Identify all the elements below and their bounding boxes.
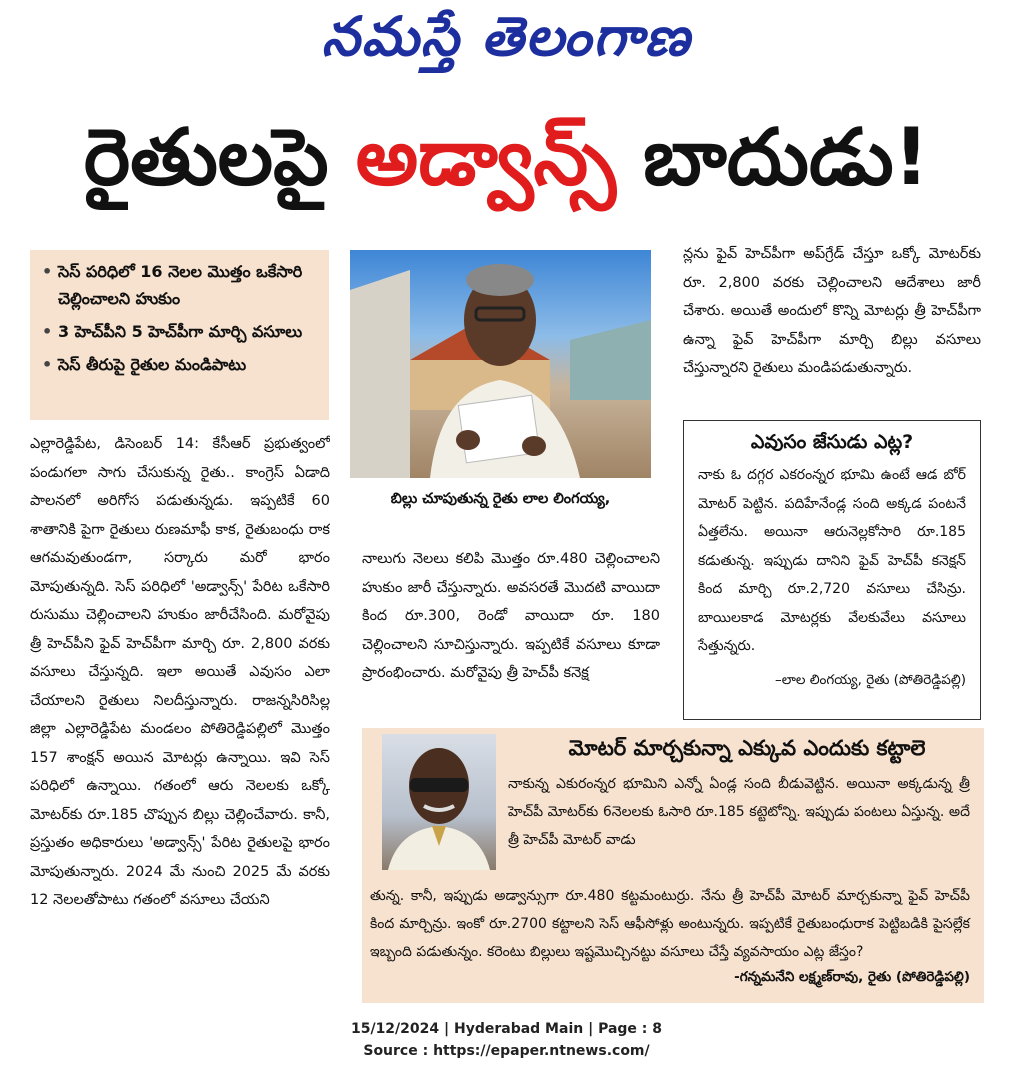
highlight-item: • సెస్ పరిధిలో 16 నెలల మొత్తం ఒకేసారి చెల్లించాలని హుకుం (38, 258, 321, 312)
highlights-box (30, 250, 329, 420)
sidebar-signature: –లాల లింగయ్య, రైతు (పోతిరెడ్డిపల్లి) (774, 671, 966, 688)
farmer-portrait-illustration (382, 734, 496, 870)
headline (0, 104, 1013, 212)
highlight-item: • 3 హెచ్‌పీని 5 హెచ్‌పీగా మార్చి వసూలు (38, 318, 321, 345)
quote-box-text: నాకున్న ఎకురంన్నర భూమిని ఎన్నో ఏండ్ల సంది బీడువెట్టిన. అయినా అక్కడున్న త్రీ హెచ్‌పీ మోటర్‌కు 6నెలలకు ఓసారి రూ.185 కట్టెటోన్ని. ఇప్పుడు పంటలు ఏస్తున్న. అదే త్రీ హెచ్‌పీ మోటర్ వాడు (508, 776, 970, 848)
quote-box-text-continued: తున్న. కానీ, ఇప్పుడు అడ్వాన్సుగా రూ.480 కట్టమంటుర్రు. నేను త్రీ హెచ్‌పీ మోటర్ మార్చకున్నా ఫైవ్ హెచ్‌పీ కింద మార్చిన్రు. ఇంకో రూ.2700 కట్టాలని సెస్ ఆఫీసోళ్లు అంటున్నరు. ఇప్పటికే రైతుబంధురాక పెట్టిబడికి పైసల్లేక ఇబ్బంది పడుతున్నం. కరెంటు బిల్లులు ఇష్టమొచ్చినట్టు వసూలు చేస్తే వ్యవసాయం ఎట్ల జేస్తం? (370, 888, 970, 960)
photo-caption: బిల్లు చూపుతున్న రైతు లాల లింగయ్య, (390, 491, 611, 507)
farmer-portrait (382, 734, 496, 870)
sidebar-text: నాకు ఓ దగ్గర ఎకరంన్నర భూమి ఉంటే ఆడ బోర్ మోటర్ పెట్టిన. పదిహేనేండ్ల సంది అక్కడ పంటనే ఏత్తలేను. అయినా ఆరునెల్లకోసారి రూ.185 కడుతున్న. ఇప్పుడు దానిని ఫైవ్ హెచ్‌పీ కనెక్షన్ కింద మార్చి రూ.2,720 వసూలు చేసిన్రు. బాయిలకాడ మోటర్లకు వేలకువేలు వసూలు సేత్తున్నరు. (698, 467, 966, 654)
headline-part-1: రైతులపై (83, 113, 356, 203)
article-column-left (30, 430, 330, 1005)
quote-box-title: మోటర్ మార్చకున్నా ఎక్కువ ఎందుకు కట్టాలె (568, 736, 926, 760)
article-column-right (683, 240, 981, 412)
headline-part-3: బాదుడు! (616, 113, 930, 203)
highlight-item: • సెస్ తీరుపై రైతుల మండిపాటు (38, 351, 321, 378)
footer-source-link[interactable]: Source : https://epaper.ntnews.com/ (363, 1043, 650, 1059)
footer-edition-info: 15/12/2024 | Hyderabad Main | Page : 8 (350, 1021, 663, 1037)
page-footer (0, 1018, 1013, 1062)
article-text: ఎల్లారెడ్డిపేట, డిసెంబర్ 14: కేసీఆర్ ప్రభుత్వంలో పండుగలా సాగు చేసుకున్న రైతు.. కాంగ్రెస్ ఏడాది పాలనలో అరిగోస పడుతున్నడు. ఇప్పటికే 60 శాతానికి పైగా రైతులు రుణమాఫీ కాక, రైతుబంధు రాక ఆగమవుతుండగా, సర్కారు మరో భారం మోపుతున్నది. సెస్ పరిధిలో 'అడ్వాన్స్' పేరిట ఒకేసారి రుసుము చెల్లించాలని హుకుం జారీచేసింది. మరోవైపు త్రీ హెచ్‌పీని ఫైవ్ హెచ్‌పీగా మార్చి రూ. 2,800 వరకు వసూలు చేస్తున్నది. ఇలా అయితే ఎవుసం ఎలా చేయాలని రైతులు నిలదీస్తున్నారు. రాజన్నసిరిసిల్ల జిల్లా ఎల్లారెడ్డిపేట మండలం పోతిరెడ్డిపల్లిలో మొత్తం 157 శాంక్షన్ అయిన మోటర్లు ఉన్నాయి. ఇవి సెస్ పరిధిలో ఉన్నాయి. గతంలో ఆరు నెలలకు ఒక్కో మోటర్‌కు రూ.185 చొప్పున బిల్లు చెల్లించేవారు. కానీ, ప్రస్తుతం అధికారులు 'అడ్వాన్స్' పేరిట రైతులపై భారం మోపుతున్నారు. 2024 మే నుంచి 2025 మే వరకు 12 నెలలతోపాటు గతంలో వసూలు చేయని (30, 436, 330, 908)
headline-part-2: అడ్వాన్స్ (355, 113, 617, 203)
masthead-logo: నమస్తే తెలంగాణ (321, 4, 692, 68)
article-column-middle (362, 545, 660, 725)
farmer-photo (350, 250, 651, 478)
quote-box (362, 728, 984, 1003)
farmer-quote-sidebar (683, 420, 981, 720)
article-text: నాలుగు నెలలు కలిపి మొత్తం రూ.480 చెల్లించాలని హుకుం జారీ చేస్తున్నారు. అవసరతే మొదటి వాయిదా కింద రూ.300, రెండో వాయిదా రూ. 180 చెల్లించాలని సూచిస్తున్నారు. ఇప్పటికే వసూలు కూడా ప్రారంభించారు. మరోవైపు త్రీ హెచ్‌పీ కనెక్ష (362, 551, 660, 681)
farmer-photo-illustration (350, 250, 651, 478)
sidebar-title: ఎవుసం జేసుడు ఎట్ల? (750, 431, 914, 453)
quote-box-signature: -గన్నమనేని లక్ష్మణ్‌రావు, రైతు (పోతిరెడ్డిపల్లి) (734, 969, 970, 985)
article-text: న్లను ఫైవ్ హెచ్‌పీగా అప్‌గ్రేడ్ చేస్తూ ఒక్కో మోటర్‌కు రూ. 2,800 వరకు చెల్లించాలని ఆదేశాలు జారీ చేశారు. అయితే అందులో కొన్ని మోటర్లు త్రీ హెచ్‌పీగా ఉన్నా ఫైవ్ హెచ్‌పీగా మార్చి బిల్లు వసూలు చేస్తున్నారని రైతులు మండిపడుతున్నారు. (683, 246, 981, 376)
